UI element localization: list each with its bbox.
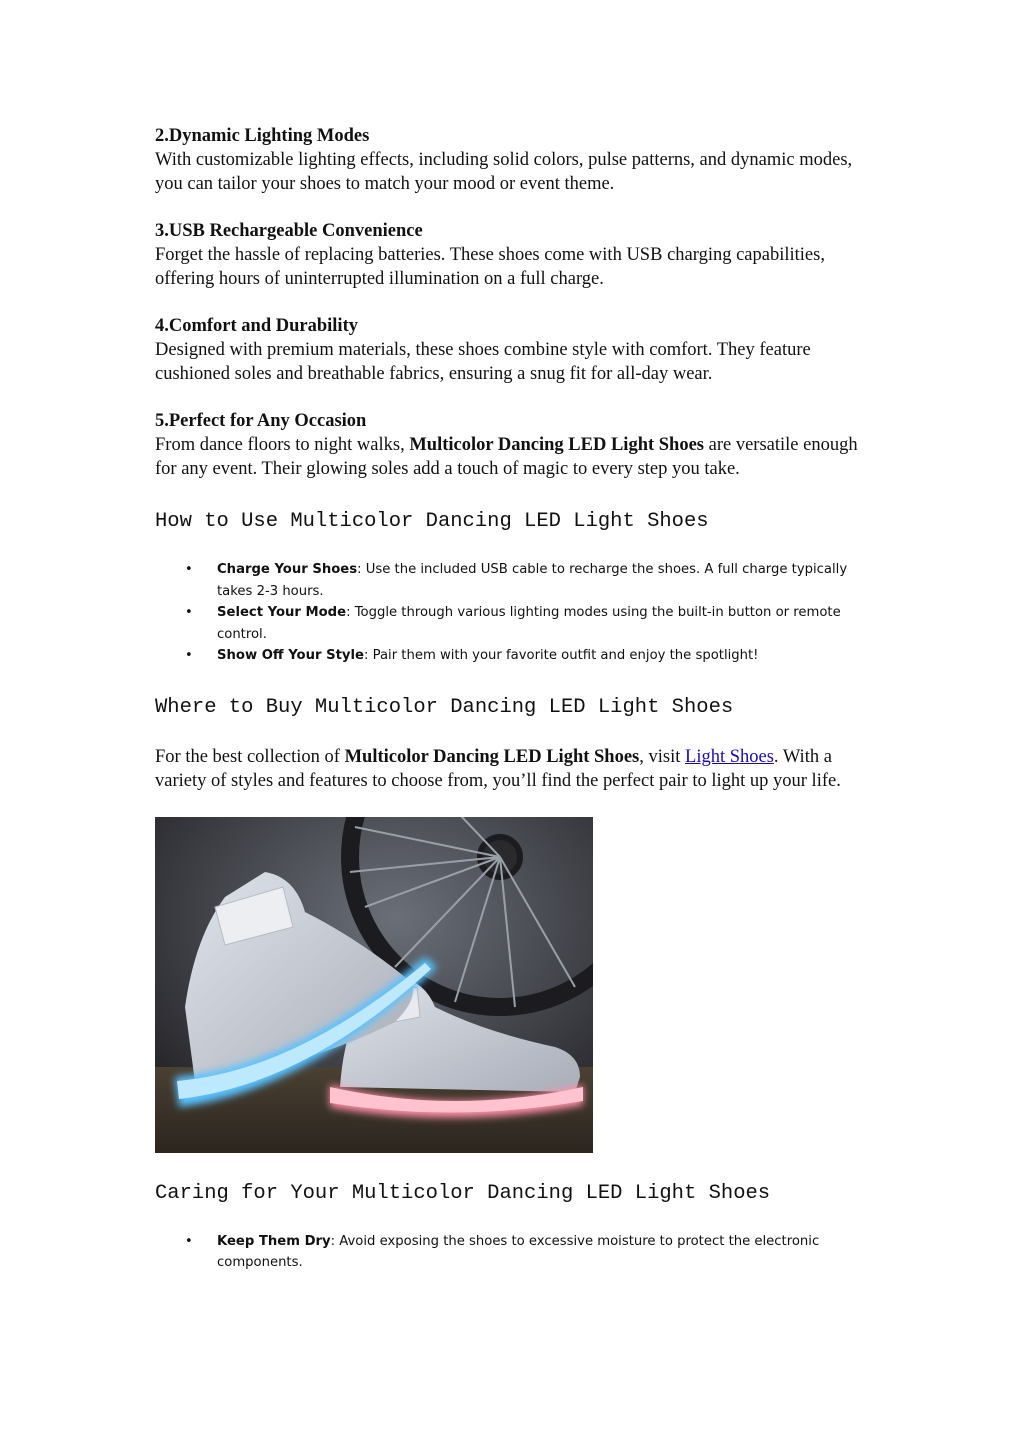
product-name: Multicolor Dancing LED Light Shoes <box>344 746 640 767</box>
body-text: From dance floors to night walks, <box>155 435 410 455</box>
section-body: With customizable lighting effects, including solid colors, pulse patterns, and dynamic modes, you can tailor your shoes to match your mood or event theme. <box>155 150 853 194</box>
item-label: Show Off Your Style <box>217 648 364 663</box>
section-body: Forget the hassle of replacing batteries. These shoes come with USB charging capabilities, offering hours of uninterrupted illumination on a full charge. <box>155 245 825 289</box>
led-shoes-photo <box>155 817 593 1153</box>
list-item <box>155 559 875 602</box>
body-text: are versatile enough for any event. Their glowing soles add a touch of magic to every step you take. <box>155 435 858 479</box>
bullet-icon: • <box>185 562 193 577</box>
product-name: Multicolor Dancing LED Light Shoes <box>409 435 705 455</box>
list-item <box>155 1231 875 1274</box>
body-text: . With a variety of styles and features to choose from, you’ll find the perfect pair to light up your life. <box>155 746 841 791</box>
light-shoes-link[interactable]: Light Shoes <box>685 746 774 767</box>
how-to-heading: How to Use Multicolor Dancing LED Light Shoes <box>155 510 709 533</box>
section-title: 5.Perfect for Any Occasion <box>155 411 367 431</box>
section-body: Designed with premium materials, these shoes combine style with comfort. They feature cushioned soles and breathable fabrics, ensuring a snug fit for all-day wear. <box>155 340 811 384</box>
document-page <box>155 124 875 1274</box>
body-text: , visit <box>639 746 686 767</box>
bullet-icon: • <box>185 648 193 663</box>
item-text: : Pair them with your favorite outfit and enjoy the spotlight! <box>363 648 759 663</box>
item-text: : Avoid exposing the shoes to excessive moisture to protect the electronic components. <box>217 1233 820 1270</box>
caring-heading: Caring for Your Multicolor Dancing LED Light Shoes <box>155 1181 771 1205</box>
section-title: 2.Dynamic Lighting Modes <box>155 126 370 146</box>
bullet-icon: • <box>185 1233 193 1249</box>
section-usb-rechargeable <box>155 219 875 291</box>
item-text: : Toggle through various lighting modes using the built-in button or remote control. <box>217 605 841 642</box>
where-to-buy-paragraph <box>155 745 875 793</box>
section-any-occasion <box>155 409 875 481</box>
section-comfort-durability <box>155 314 875 386</box>
list-item <box>155 645 875 667</box>
item-label: Select Your Mode <box>217 605 347 620</box>
item-text: : Use the included USB cable to recharge the shoes. A full charge typically takes 2-3 hours. <box>217 562 848 599</box>
where-to-buy-heading: Where to Buy Multicolor Dancing LED Light Shoes <box>155 695 734 719</box>
how-to-list <box>155 559 875 667</box>
section-title: 4.Comfort and Durability <box>155 316 358 336</box>
section-title: 3.USB Rechargeable Convenience <box>155 221 423 241</box>
section-body <box>155 433 875 481</box>
list-item <box>155 602 875 645</box>
bullet-icon: • <box>185 605 193 620</box>
caring-list <box>155 1231 875 1274</box>
item-label: Charge Your Shoes <box>217 562 358 577</box>
section-dynamic-lighting <box>155 124 875 196</box>
body-text: For the best collection of <box>155 746 345 767</box>
item-label: Keep Them Dry <box>217 1233 331 1249</box>
